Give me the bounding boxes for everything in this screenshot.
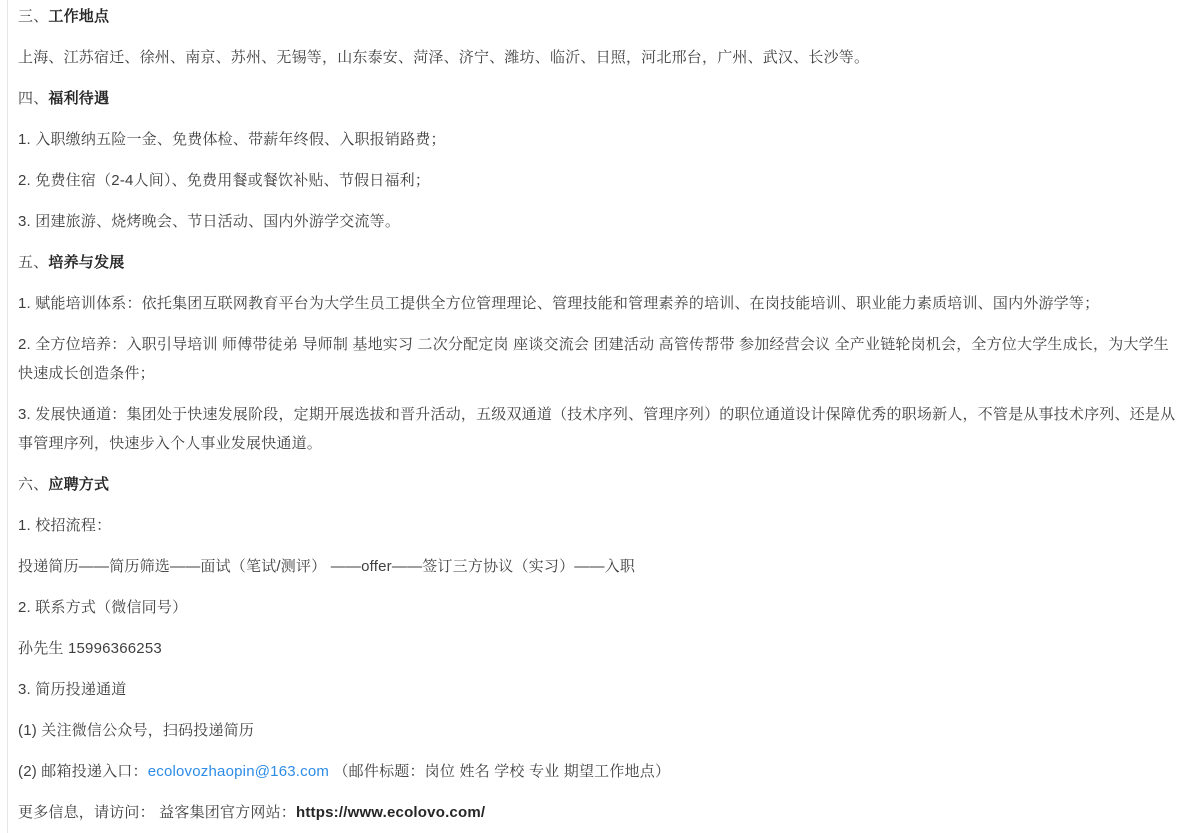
contact-person-phone-run-0: 孙先生 15996366253 [18,640,162,657]
section-3-heading [18,2,1182,31]
work-locations-line-run-0: 上海、江苏宿迁、徐州、南京、苏州、无锡等，山东泰安、菏泽、济宁、潍坊、临沂、日照，河北邢台，广州、武汉、长沙等。 [18,49,870,66]
contact-person-phone [18,634,1182,663]
resume-channel-wechat [18,716,1182,745]
benefit-item-2-run-0: 2. 免费住宿（2-4人间）、免费用餐或餐饮补贴、节假日福利； [18,172,431,189]
contact-label-run-0: 2. 联系方式（微信同号） [18,599,188,616]
document-paragraphs [18,2,1182,827]
resume-channel-wechat-run-0: (1) 关注微信公众号，扫码投递简历 [18,722,255,739]
resume-channel-label-run-0: 3. 简历投递通道 [18,681,127,698]
more-info-line-run-1: https://www.ecolovo.com/ [295,804,486,821]
section-4-heading [18,84,1182,113]
development-item-1-run-0: 1. 赋能培训体系：依托集团互联网教育平台为大学生员工提供全方位管理理论、管理技能和管理素养的培训、在岗技能培训、职业能力素质培训、国内外游学等； [18,295,1100,312]
section-4-heading-run-1: 福利待遇 [48,90,110,107]
section-5-heading-run-1: 培养与发展 [48,254,125,271]
section-4-heading-run-0: 四、 [18,90,49,107]
more-info-line [18,798,1182,827]
development-item-2 [18,330,1182,388]
section-3-heading-run-0: 三、 [18,8,49,25]
resume-channel-email-run-2: （邮件标题：岗位 姓名 学校 专业 期望工作地点） [329,763,671,780]
development-item-3-run-0: 3. 发展快通道：集团处于快速发展阶段，定期开展选拔和晋升活动，五级双通道（技术序列、管理序列）的职位通道设计保障优秀的职场新人，不管是从事技术序列、还是从事管理序列，快速步入个人事业发展快通道。 [18,406,1176,452]
development-item-1 [18,289,1182,318]
section-3-heading-run-1: 工作地点 [48,8,110,25]
benefit-item-2 [18,166,1182,195]
section-6-heading-run-1: 应聘方式 [48,476,110,493]
more-info-line-run-0: 更多信息，请访问： 益客集团官方网站： [18,804,296,821]
recruit-process-label [18,511,1182,540]
benefit-item-1-run-0: 1. 入职缴纳五险一金、免费体检、带薪年终假、入职报销路费； [18,131,446,148]
recruit-process-flow [18,552,1182,581]
work-locations-line [18,43,1182,72]
contact-label [18,593,1182,622]
benefit-item-3-run-0: 3. 团建旅游、烧烤晚会、节日活动、国内外游学交流等。 [18,213,401,230]
resume-channel-email-run-0: (2) 邮箱投递入口： [18,763,148,780]
section-6-heading [18,470,1182,499]
benefit-item-1 [18,125,1182,154]
development-item-2-run-0: 2. 全方位培养：入职引导培训 师傅带徒弟 导师制 基地实习 二次分配定岗 座谈交流会 团建活动 高管传帮带 参加经营会议 全产业链轮岗机会，全方位大学生成长，为大学生快速成长创造条件； [18,336,1169,382]
email-link[interactable]: ecolovozhaopin@163.com [147,763,330,780]
resume-channel-label [18,675,1182,704]
section-6-heading-run-0: 六、 [18,476,49,493]
section-5-heading-run-0: 五、 [18,254,49,271]
benefit-item-3 [18,207,1182,236]
job-posting-document [7,0,1196,833]
recruit-process-label-run-0: 1. 校招流程： [18,517,112,534]
recruit-process-flow-run-0: 投递简历——简历筛选——面试（笔试/测评） ——offer——签订三方协议（实习）——入职 [18,558,636,575]
section-5-heading [18,248,1182,277]
development-item-3 [18,400,1182,458]
resume-channel-email [18,757,1182,786]
